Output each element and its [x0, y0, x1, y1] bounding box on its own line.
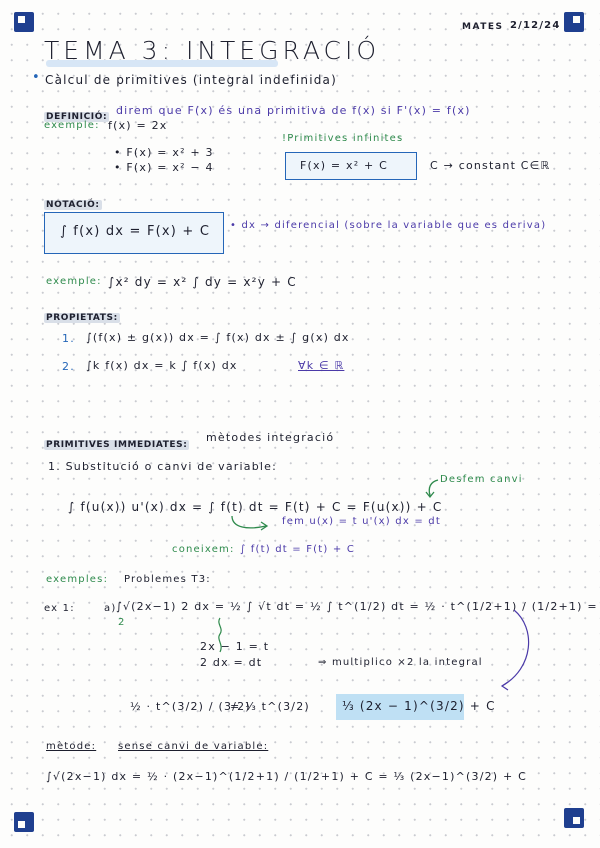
section-heading: Càlcul de primitives (integral indefinida) [45, 73, 337, 87]
infinite-primitives-note: !Primitives infinites [282, 133, 404, 144]
method-2-line: ∫√(2x−1) dx = ½ · (2x−1)^(1/2+1) / (1/2+1) + C = ⅓ (2x−1)^(3/2) + C [46, 770, 527, 783]
undo-arrow [424, 476, 444, 502]
page-title: TEMA 3: INTEGRACIÓ [44, 36, 381, 65]
problems-label: Problemes T3: [124, 574, 211, 585]
definition-label: DEFINICIÓ: [46, 112, 108, 122]
substitution-note: fem u(x) = t u'(x) dx = dt [282, 516, 441, 527]
know-label: coneixem: [172, 544, 235, 555]
methods-title: mètodes integració [206, 431, 335, 444]
examples-label: exemples: [46, 574, 109, 585]
corner-marker-bottom-left [14, 812, 34, 832]
notation-example: ∫x² dy = x² ∫ dy = x²y + C [108, 275, 297, 289]
immediate-label: PRIMITIVES IMMEDIATES: [46, 440, 188, 450]
primitive-1: • F(x) = x² + 3 [114, 146, 214, 159]
example-factor-two: 2 [118, 617, 126, 628]
method-1-title: 1. Substitució o canvi de variable: [48, 460, 278, 473]
method-2-label: mètode: [46, 741, 97, 752]
example-integral-line: ∫√(2x−1) 2 dx = ½ ∫ √t dt = ½ ∫ t^(1/2) dt = ½ · t^(1/2+1) / (1/2+1) = [116, 600, 598, 613]
final-result: ⅓ (2x − 1)^(3/2) + C [342, 699, 496, 713]
property-2: ∫k f(x) dx = k ∫ f(x) dx [86, 359, 238, 372]
multiply-note: ⇒ multiplico ×2 la integral [318, 657, 483, 668]
header-date: 2/12/24 [510, 20, 561, 31]
notation-label: NOTACIÓ: [46, 200, 100, 210]
undo-change-note: Desfem canvi [440, 474, 523, 485]
dx-note: • dx → diferencial (sobre la variable que es deriva) [230, 220, 547, 231]
primitive-2: • F(x) = x² − 4 [114, 161, 214, 174]
example-function: f(x) = 2x [108, 119, 168, 132]
result-fraction: ½ · t^(3/2) / (3/2) [130, 700, 251, 713]
notation-example-label: exemple: [46, 276, 102, 287]
corner-marker-bottom-right [564, 808, 584, 828]
substitution-arrow [228, 512, 272, 534]
example-label: exemple: [44, 120, 100, 131]
example-number: ex 1: [44, 603, 75, 614]
know-formula: ∫ f(t) dt = F(t) + C [240, 544, 356, 555]
definition-text: direm que F(x) és una primitiva de f(x) si F'(x) = f(x) [116, 104, 471, 117]
property-2-condition: ∀k ∈ ℝ [298, 359, 345, 372]
property-2-number: 2. [62, 360, 75, 373]
result-simplified: = ⅓ t^(3/2) [230, 700, 310, 713]
continuation-arrow [500, 604, 536, 690]
constant-note: C → constant C∈ℝ [430, 159, 551, 172]
example-part-a: a) [104, 603, 117, 614]
general-form: F(x) = x² + C [300, 159, 389, 172]
corner-marker-top-left [14, 12, 34, 32]
bullet-dot: • [32, 70, 40, 85]
substitution-step-2: 2 dx = dt [200, 656, 263, 669]
property-1-number: 1. [62, 332, 75, 345]
header-subject: MATES [462, 22, 504, 32]
notation-formula: ∫ f(x) dx = F(x) + C [60, 224, 211, 239]
substitution-formula: ∫ f(u(x)) u'(x) dx = ∫ f(t) dt = F(t) + C = F(u(x)) + C [68, 500, 443, 514]
properties-label: PROPIETATS: [46, 313, 118, 323]
method-2-title: sense canvi de variable: [118, 741, 269, 752]
corner-marker-top-right [564, 12, 584, 32]
substitution-step-1: 2x − 1 = t [200, 640, 270, 653]
property-1: ∫(f(x) ± g(x)) dx = ∫ f(x) dx ± ∫ g(x) dx [86, 331, 350, 344]
